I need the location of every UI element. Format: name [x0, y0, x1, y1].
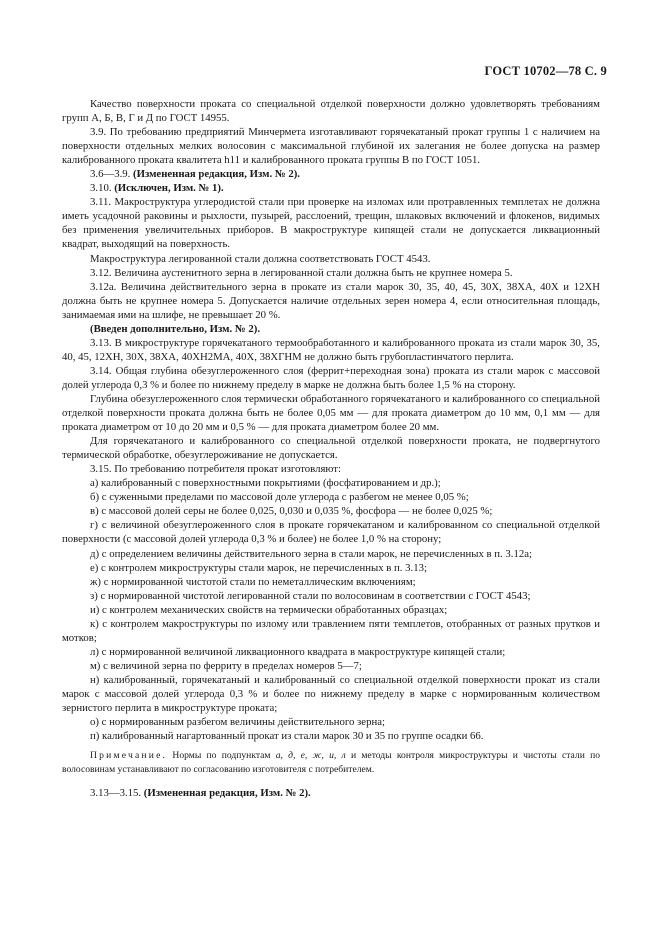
note-letters: а, д, е, ж, и, л: [275, 750, 346, 762]
list-item-g: г) с величиной обезуглероженного слоя в прокате горячекатаном и калиброванном со специальной отделкой поверхности (с массовой долей углерода 0,3 % и более) не более 1,0 % на сторону;: [62, 519, 600, 546]
paragraph-added-note: (Введен дополнительно, Изм. № 2).: [90, 322, 261, 335]
list-item-zh: ж) с нормированной чистотой стали по неметаллическим включениям;: [90, 575, 416, 588]
list-item-v: в) с массовой долей серы не более 0,025, 0,030 и 0,035 %, фосфора — не более 0,025 %;: [90, 505, 493, 518]
paragraph-3-10: [62, 181, 600, 195]
amendment-note: (Измененная редакция, Изм. № 2).: [143, 786, 311, 799]
list-item-e: е) с контролем микроструктуры стали марок, не перечисленных в п. 3.13;: [90, 561, 427, 574]
paragraph-hot-rolled: Для горячекатаного и калиброванного со специальной отделкой поверхности проката, не подвергнутого термической обработке, обезуглероживание не допускается.: [62, 435, 600, 462]
note-label: Примечание.: [90, 750, 168, 762]
paragraph-quality: Качество поверхности проката со специальной отделкой поверхности должно удовлетворять требованиям групп А, Б, В, Г и Д по ГОСТ 14955.: [62, 98, 600, 125]
list-item-d: д) с определением величины действительного зерна в стали марок, не перечисленных в п. 3.12а;: [90, 547, 532, 560]
paragraph-final-amendment: [62, 786, 600, 800]
list-item-o: о) с нормированным разбегом величины действительного зерна;: [90, 716, 385, 729]
paragraph-3-14: 3.14. Общая глубина обезуглероженного слоя (феррит+переходная зона) проката из стали марок с массовой долей углерода 0,3 % и более по нижнему пределу в марке не должна быть более 1,5 % на сторону.: [62, 364, 600, 391]
paragraph-3-9: 3.9. По требованию предприятий Минчермета изготавливают горячекатаный прокат группы 1 с наличием на поверхности отдельных мелких волосовин с максимальной глубиной их залегания не более допуска на размер калиброванного проката квалитета h11 и калиброванного проката группы В по ГОСТ 1051.: [62, 126, 600, 167]
page-header: ГОСТ 10702—78 С. 9: [484, 64, 607, 78]
list-item-k: к) с контролем макроструктуры по излому или травлением пяти темплетов, отобранных от разных прутков и мотков;: [62, 617, 600, 644]
paragraph-3-13: 3.13. В микроструктуре горячекатаного термообработанного и калиброванного проката из стали марок 30, 35, 40, 45, 12ХН, 30Х, 38ХА, 40ХН2МА, 40Х, 38ХГНМ не должно быть грубопластинчатого перлита.: [62, 336, 600, 363]
list-item-i: и) с контролем механических свойств на термически обработанных образцах;: [90, 603, 448, 616]
list-item-m: м) с величиной зерна по ферриту в пределах номеров 5—7;: [90, 659, 362, 672]
clause-number: 3.6—3.9.: [90, 168, 133, 181]
note: [62, 749, 600, 776]
paragraph-3-6-3-9-amendment: [62, 167, 600, 181]
note-text-after: и методы контроля микроструктуры и чистоты стали по волосовинам устанавливают по согласованию изготовителя с потребителем.: [62, 750, 600, 775]
clause-number: 3.13—3.15.: [90, 786, 144, 799]
list-item-l: л) с нормированной величиной ликвационного квадрата в макроструктуре кипящей стали;: [90, 645, 506, 658]
amendment-note: (Измененная редакция, Изм. № 2).: [133, 168, 300, 181]
list-item-a: а) калиброванный с поверхностными покрытиями (фосфатированием и др.);: [90, 477, 441, 490]
paragraph-3-11: 3.11. Макроструктура углеродистой стали при проверке на изломах или протравленных темплетах не должна иметь усадочной раковины и рыхлости, пузырей, расслоений, трещин, шлаковых включений и флокенов, видимых без применения увеличительных приборов. В макроструктуре кипящей стали не допускается ликвационный квадрат, выходящий на поверхность.: [62, 196, 600, 251]
excluded-note: (Исключен, Изм. № 1).: [114, 182, 224, 195]
list-item-z: з) с нормированной чистотой легированной стали по волосовинам в соответствии с ГОСТ 4543;: [90, 589, 531, 602]
paragraph-3-12: 3.12. Величина аустенитного зерна в легированной стали должна быть не крупнее номера 5.: [90, 266, 513, 279]
clause-number: 3.10.: [90, 182, 115, 195]
list-item-b: б) с суженными пределами по массовой доле углерода с разбегом не менее 0,05 %;: [90, 491, 469, 504]
paragraph-macro-alloy: Макроструктура легированной стали должна соответствовать ГОСТ 4543.: [90, 252, 431, 265]
document-body: [62, 97, 600, 800]
list-item-p: п) калиброванный нагартованный прокат из стали марок 30 и 35 по группе осадки 66.: [90, 730, 484, 743]
note-text-before: Нормы по подпунктам: [167, 750, 276, 762]
paragraph-3-12a: 3.12а. Величина действительного зерна в прокате из стали марок 30, 35, 40, 45, 30Х, 38ХА, 40Х и 12ХН должна быть не крупнее номера 5. Допускается наличие отдельных зерен номера 4, если относительная площадь, занимаемая ими на шлифе, не превышает 20 %.: [62, 280, 600, 321]
paragraph-3-15: 3.15. По требованию потребителя прокат изготовляют:: [90, 463, 341, 476]
paragraph-decarb-depth: Глубина обезуглероженного слоя термически обработанного горячекатаного и калиброванного со специальной отделкой поверхности проката должна быть не более 0,05 мм — для проката диаметром до 10 мм, 0,1 мм — для проката диаметром от 10 до 20 мм и 0,5 % — для проката диаметром более 20 мм.: [62, 392, 600, 434]
list-item-n: н) калиброванный, горячекатаный и калиброванный со специальной отделкой поверхности прокат из стали марок с массовой долей углерода 0,3 % и более по нижнему пределу в марке с нормированным количеством зернистого перлита в микроструктуре проката;: [62, 673, 600, 715]
